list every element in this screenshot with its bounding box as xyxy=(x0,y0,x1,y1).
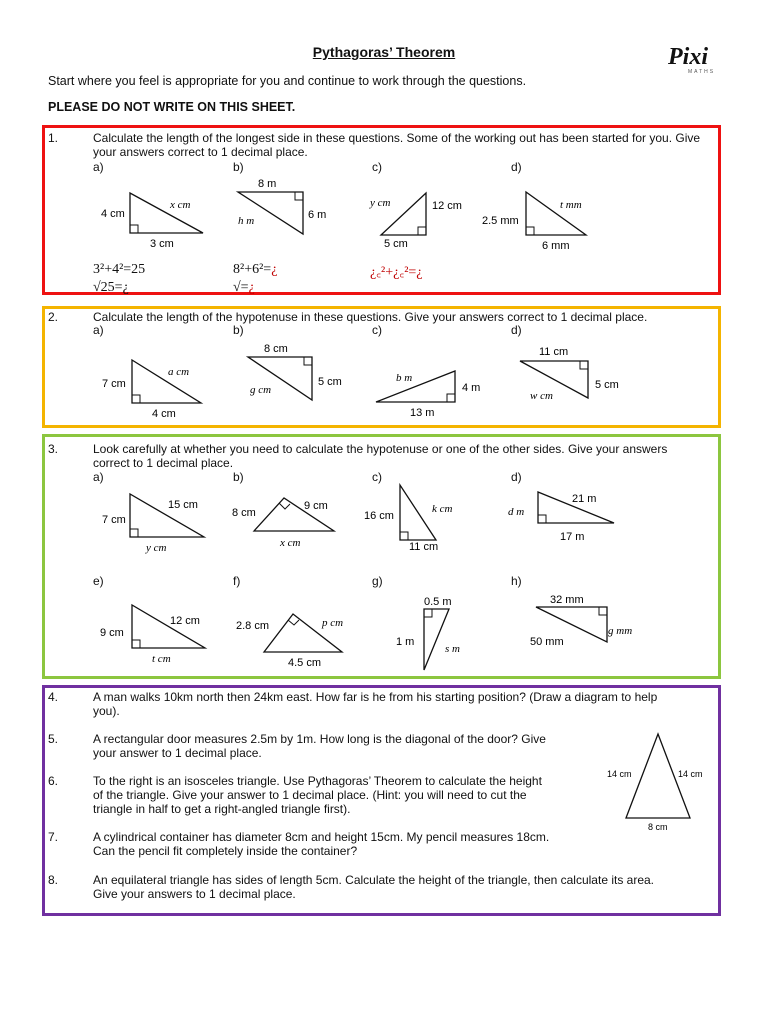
q1-part-b-label: b) xyxy=(233,160,244,174)
q1b-side-label: 6 m xyxy=(308,209,327,221)
q2a-hyp-label: a cm xyxy=(168,366,190,378)
q1c-triangle xyxy=(366,184,476,254)
iso-base-label: 8 cm xyxy=(648,822,668,832)
q2c-base-label: 13 m xyxy=(410,407,435,419)
iso-right-label: 14 cm xyxy=(678,769,703,779)
q1b-hyp-label: h m xyxy=(238,215,255,227)
q2c-hyp-label: b m xyxy=(396,372,413,384)
q3h-triangle xyxy=(526,592,646,662)
q2a-base-label: 4 cm xyxy=(152,408,176,420)
q2b-triangle xyxy=(244,340,354,408)
q2d-triangle xyxy=(506,344,626,406)
intro-text: Start where you feel is appropriate for you and continue to work through the questions. xyxy=(48,74,527,88)
q1-part-c-label: c) xyxy=(372,160,382,174)
pixi-logo xyxy=(666,42,728,74)
question-6-line1: To the right is an isosceles triangle. Use Pythagoras’ Theorem to calculate the height xyxy=(93,774,542,788)
q1c-working-line1: ¿꜀²+¿꜀²=¿ xyxy=(370,265,423,280)
q2-part-c-label: c) xyxy=(372,323,382,337)
q3d-base-label: 17 m xyxy=(560,531,585,543)
q3-part-e-label: e) xyxy=(93,574,104,588)
question-5-line2: your answer to 1 decimal place. xyxy=(93,746,262,760)
question-7-number: 7. xyxy=(48,830,59,844)
q3c-side-label: 16 cm xyxy=(364,510,394,522)
question-4-line2: you). xyxy=(93,704,120,718)
q1c-hyp-label: y cm xyxy=(370,197,391,209)
q3g-triangle xyxy=(392,594,482,674)
isosceles-triangle xyxy=(604,730,714,840)
q3d-side-label: d m xyxy=(508,506,525,518)
q3a-base-label: y cm xyxy=(146,542,167,554)
q2-part-a-label: a) xyxy=(93,323,104,337)
q1a-working-line2: √25=¿ xyxy=(93,280,129,295)
q1a-triangle xyxy=(90,180,210,255)
question-7-line1: A cylindrical container has diameter 8cm and height 15cm. My pencil measures 18cm. xyxy=(93,830,550,844)
warning-text: PLEASE DO NOT WRITE ON THIS SHEET. xyxy=(48,100,296,114)
q3a-hyp-label: 15 cm xyxy=(168,499,198,511)
question-3-text-line1: Look carefully at whether you need to calculate the hypotenuse or one of the other sides. Give your answers xyxy=(93,442,668,456)
question-6-line3: triangle in half to get a right-angled triangle first). xyxy=(93,802,351,816)
q3c-triangle xyxy=(362,482,472,554)
q3f-triangle xyxy=(236,606,356,668)
q3-part-f-label: f) xyxy=(233,574,241,588)
q3-part-b-label: b) xyxy=(233,470,244,484)
q3e-base-label: t cm xyxy=(152,653,171,665)
question-1-number: 1. xyxy=(48,131,59,145)
q1-part-d-label: d) xyxy=(511,160,522,174)
question-2-text: Calculate the length of the hypotenuse in these questions. Give your answers correct to 1 decimal place. xyxy=(93,310,648,324)
question-5-line1: A rectangular door measures 2.5m by 1m. How long is the diagonal of the door? Give xyxy=(93,732,546,746)
svg-text:MATHS: MATHS xyxy=(688,69,716,75)
svg-text:Pixi: Pixi xyxy=(668,44,708,70)
q3b-left-label: 8 cm xyxy=(232,507,256,519)
q1c-side-label: 12 cm xyxy=(432,200,462,212)
q3c-hyp-label: k cm xyxy=(432,503,453,515)
q3b-triangle xyxy=(230,488,350,553)
question-2-number: 2. xyxy=(48,310,59,324)
q1b-working-line1: 8²+6²=¿ xyxy=(233,262,278,277)
q3f-base-label: 4.5 cm xyxy=(288,657,322,669)
q3e-hyp-label: 12 cm xyxy=(170,615,200,627)
q2d-side-label: 5 cm xyxy=(595,379,619,391)
q3-part-a-label: a) xyxy=(93,470,104,484)
q1d-hyp-label: t mm xyxy=(560,199,582,211)
q2d-top-label: 11 cm xyxy=(539,346,569,358)
q1d-base-label: 6 mm xyxy=(542,240,570,252)
q2d-hyp-label: w cm xyxy=(530,390,553,402)
q1d-side-label: 2.5 mm xyxy=(482,215,519,227)
q3e-side-label: 9 cm xyxy=(100,627,124,639)
q2a-triangle xyxy=(96,350,216,422)
q3-part-g-label: g) xyxy=(372,574,383,588)
q3h-side-label: g mm xyxy=(608,625,633,637)
question-3-text-line2: correct to 1 decimal place. xyxy=(93,456,234,470)
q3c-base-label: 11 cm xyxy=(409,541,439,553)
q1b-triangle xyxy=(228,176,338,251)
q2b-side-label: 5 cm xyxy=(318,376,342,388)
question-6-number: 6. xyxy=(48,774,59,788)
q2c-side-label: 4 m xyxy=(462,382,481,394)
q1b-working-line2: √=¿ xyxy=(233,280,255,295)
q3b-base-label: x cm xyxy=(280,537,301,549)
q1b-top-label: 8 m xyxy=(258,178,277,190)
q1-part-a-label: a) xyxy=(93,160,104,174)
q3h-top-label: 32 mm xyxy=(550,594,584,606)
question-8-line1: An equilateral triangle has sides of length 5cm. Calculate the height of the triangle, then calculate its area. xyxy=(93,873,655,887)
q1c-base-label: 5 cm xyxy=(384,238,408,250)
q3a-triangle xyxy=(98,486,218,556)
q2c-triangle xyxy=(370,366,480,422)
q3d-triangle xyxy=(506,484,626,546)
q3f-left-label: 2.8 cm xyxy=(236,620,270,632)
q2-part-d-label: d) xyxy=(511,323,522,337)
q3-part-d-label: d) xyxy=(511,470,522,484)
question-8-line2: Give your answers to 1 decimal place. xyxy=(93,887,296,901)
q1a-working-line1: 3²+4²=25 xyxy=(93,262,146,277)
question-5-number: 5. xyxy=(48,732,59,746)
q2b-top-label: 8 cm xyxy=(264,343,288,355)
q3g-top-label: 0.5 m xyxy=(424,596,452,608)
page-title: Pythagoras’ Theorem xyxy=(312,44,456,60)
question-7-line2: Can the pencil fit completely inside the container? xyxy=(93,844,358,858)
iso-left-label: 14 cm xyxy=(607,769,632,779)
q3a-side-label: 7 cm xyxy=(102,514,126,526)
question-1-text: Calculate the length of the longest side in these questions. Some of the working out has been started for you. Give your answers correct to 1 decimal place. xyxy=(93,131,701,159)
q3-part-c-label: c) xyxy=(372,470,382,484)
q3d-hyp-label: 21 m xyxy=(572,493,597,505)
q3-part-h-label: h) xyxy=(511,574,522,588)
question-8-number: 8. xyxy=(48,873,59,887)
question-4-line1: A man walks 10km north then 24km east. How far is he from his starting position? (Draw a diagram to help xyxy=(93,690,658,704)
q2-part-b-label: b) xyxy=(233,323,244,337)
question-3-number: 3. xyxy=(48,442,59,456)
q3e-triangle xyxy=(98,598,218,668)
q1a-side-label: 4 cm xyxy=(101,208,125,220)
q1d-triangle xyxy=(480,182,600,252)
q3b-right-label: 9 cm xyxy=(304,500,328,512)
q2a-side-label: 7 cm xyxy=(102,378,126,390)
q1a-base-label: 3 cm xyxy=(150,238,174,250)
q2b-hyp-label: g cm xyxy=(250,384,272,396)
q3g-side-label: 1 m xyxy=(396,636,415,648)
q1a-hyp-label: x cm xyxy=(170,199,191,211)
q3g-hyp-label: s m xyxy=(445,643,460,655)
q3f-right-label: p cm xyxy=(322,617,344,629)
question-6-line2: of the triangle. Give your answer to 1 decimal place. (Hint: you will need to cut the xyxy=(93,788,527,802)
question-4-number: 4. xyxy=(48,690,59,704)
q3h-hyp-label: 50 mm xyxy=(530,636,564,648)
